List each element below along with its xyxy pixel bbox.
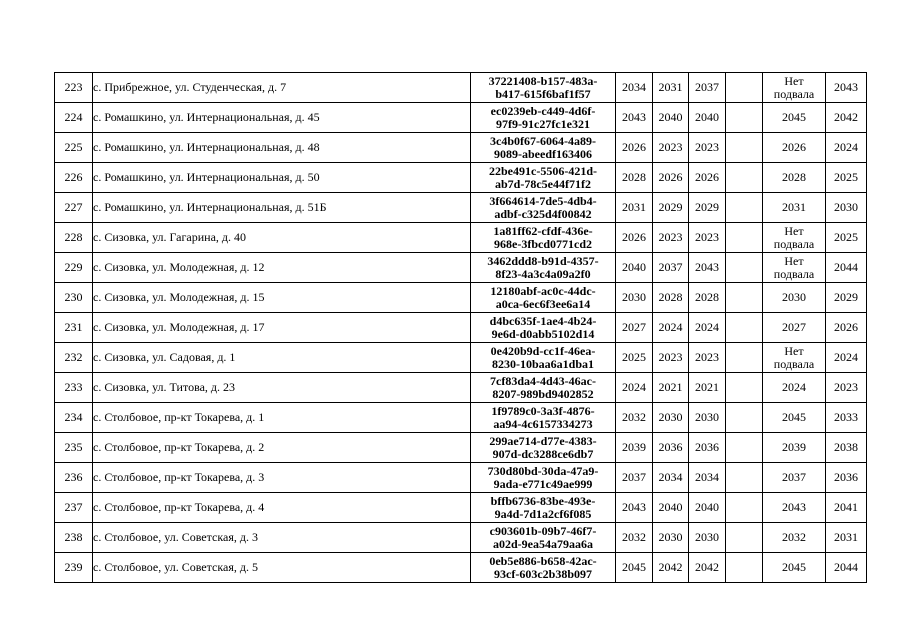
year-cell-4 [726,73,763,103]
year-cell-4 [726,223,763,253]
year-cell-6: 2041 [826,493,867,523]
year-cell-2: 2030 [653,403,689,433]
year-cell-3: 2034 [689,463,726,493]
year-cell-3: 2023 [689,223,726,253]
year-cell-5: 2037 [763,463,826,493]
year-cell-3: 2030 [689,403,726,433]
identifier-cell [471,373,616,403]
identifier-cell [471,463,616,493]
identifier-cell [471,343,616,373]
year-cell-1: 2031 [616,193,653,223]
year-cell-1: 2027 [616,313,653,343]
year-cell-5: 2028 [763,163,826,193]
address-cell: с. Сизовка, ул. Титова, д. 23 [93,373,471,403]
table-row [55,73,867,103]
year-cell-2: 2040 [653,103,689,133]
year-cell-6: 2036 [826,463,867,493]
year-cell-1: 2034 [616,73,653,103]
identifier-line-1: 1f9789c0-3a3f-4876- [491,403,595,418]
year-cell-6: 2033 [826,403,867,433]
table-row [55,193,867,223]
address-cell: с. Столбовое, ул. Советская, д. 3 [93,523,471,553]
row-number-cell: 228 [55,223,93,253]
year-cell-6: 2038 [826,433,867,463]
year-cell-2: 2021 [653,373,689,403]
year-cell-3: 2037 [689,73,726,103]
year-cell-6: 2029 [826,283,867,313]
year-cell-5: 2045 [763,403,826,433]
identifier-cell [471,193,616,223]
row-number-cell: 236 [55,463,93,493]
row-number-cell: 229 [55,253,93,283]
identifier-line-2: a0ca-6ec6f3ee6a14 [495,296,591,311]
year-cell-3: 2026 [689,163,726,193]
identifier-line-1: 0e420b9d-cc1f-46ea- [490,343,596,358]
identifier-line-1: 3f664614-7de5-4db4- [489,193,597,208]
identifier-line-2: adbf-c325d4f00842 [494,206,592,221]
table-body [55,73,867,583]
table-row [55,223,867,253]
year-cell-1: 2026 [616,223,653,253]
identifier-line-1: 1a81ff62-cfdf-436e- [493,223,593,238]
table-row [55,493,867,523]
year-cell-6: 2044 [826,253,867,283]
identifier-line-1: 0eb5e886-b658-42ac- [489,553,597,568]
year-cell-6: 2044 [826,553,867,583]
year-cell-5: 2043 [763,493,826,523]
identifier-cell [471,553,616,583]
year-cell-4 [726,253,763,283]
year-cell-2: 2030 [653,523,689,553]
table-row [55,313,867,343]
year-cell-1: 2037 [616,463,653,493]
year-cell-1: 2045 [616,553,653,583]
year-cell-4 [726,193,763,223]
address-cell: с. Сизовка, ул. Гагарина, д. 40 [93,223,471,253]
year-cell-3: 2028 [689,283,726,313]
year-cell-5: Нет подвала [763,343,826,373]
year-cell-5: 2030 [763,283,826,313]
table-row [55,253,867,283]
identifier-cell [471,73,616,103]
year-cell-4 [726,313,763,343]
row-number-cell: 237 [55,493,93,523]
year-cell-6: 2031 [826,523,867,553]
identifier-line-1: 730d80bd-30da-47a9- [487,463,599,478]
table-row [55,103,867,133]
year-cell-1: 2025 [616,343,653,373]
address-cell: с. Прибрежное, ул. Студенческая, д. 7 [93,73,471,103]
year-cell-3: 2043 [689,253,726,283]
year-cell-5: 2027 [763,313,826,343]
year-cell-4 [726,133,763,163]
row-number-cell: 239 [55,553,93,583]
identifier-line-2: a02d-9ea54a79aa6a [493,536,593,551]
row-number-cell: 231 [55,313,93,343]
table-row [55,433,867,463]
identifier-line-2: 9e6d-d0abb5102d14 [491,326,595,341]
year-cell-6: 2024 [826,343,867,373]
identifier-line-1: 3462ddd8-b91d-4357- [487,253,599,268]
identifier-line-2: 93cf-603c2b38b097 [494,566,592,581]
identifier-cell [471,163,616,193]
address-cell: с. Ромашкино, ул. Интернациональная, д. 48 [93,133,471,163]
address-cell: с. Столбовое, ул. Советская, д. 5 [93,553,471,583]
year-cell-6: 2024 [826,133,867,163]
identifier-line-2: aa94-4c6157334273 [493,416,593,431]
year-cell-5: 2039 [763,433,826,463]
year-cell-4 [726,283,763,313]
year-cell-1: 2026 [616,133,653,163]
table-row [55,343,867,373]
year-cell-5: Нет подвала [763,223,826,253]
year-cell-3: 2040 [689,493,726,523]
year-cell-4 [726,433,763,463]
identifier-line-1: 3c4b0f67-6064-4a89- [490,133,596,148]
year-cell-5: 2045 [763,553,826,583]
year-cell-3: 2036 [689,433,726,463]
identifier-line-2: 8207-989bd9402852 [492,386,594,401]
year-cell-2: 2031 [653,73,689,103]
year-cell-5: 2024 [763,373,826,403]
identifier-line-1: 37221408-b157-483a- [488,73,598,88]
year-cell-4 [726,523,763,553]
row-number-cell: 223 [55,73,93,103]
year-cell-5: 2032 [763,523,826,553]
identifier-line-2: 9ada-e771c49ae999 [493,476,593,491]
year-cell-5: 2026 [763,133,826,163]
identifier-cell [471,493,616,523]
year-cell-2: 2042 [653,553,689,583]
year-cell-6: 2030 [826,193,867,223]
year-cell-2: 2037 [653,253,689,283]
row-number-cell: 233 [55,373,93,403]
address-cell: с. Ромашкино, ул. Интернациональная, д. 45 [93,103,471,133]
address-cell: с. Столбовое, пр-кт Токарева, д. 1 [93,403,471,433]
row-number-cell: 224 [55,103,93,133]
table-row [55,133,867,163]
table-row [55,463,867,493]
year-cell-4 [726,403,763,433]
identifier-line-2: ab7d-78c5e44f71f2 [495,176,591,191]
address-cell: с. Сизовка, ул. Молодежная, д. 17 [93,313,471,343]
table-row [55,163,867,193]
row-number-cell: 227 [55,193,93,223]
address-cell: с. Столбовое, пр-кт Токарева, д. 2 [93,433,471,463]
year-cell-5: 2045 [763,103,826,133]
identifier-line-2: 8f23-4a3c4a09a2f0 [495,266,591,281]
year-cell-3: 2030 [689,523,726,553]
address-cell: с. Сизовка, ул. Молодежная, д. 12 [93,253,471,283]
identifier-line-2: 9a4d-7d1a2cf6f085 [494,506,592,521]
year-cell-1: 2043 [616,493,653,523]
year-cell-5: Нет подвала [763,253,826,283]
year-cell-6: 2026 [826,313,867,343]
address-cell: с. Сизовка, ул. Садовая, д. 1 [93,343,471,373]
identifier-cell [471,403,616,433]
year-cell-1: 2028 [616,163,653,193]
table-row [55,403,867,433]
identifier-line-2: 97f9-91c27fc1e321 [496,116,590,131]
year-cell-3: 2029 [689,193,726,223]
row-number-cell: 235 [55,433,93,463]
year-cell-2: 2023 [653,223,689,253]
identifier-line-1: 7cf83da4-4d43-46ac- [490,373,596,388]
table-row [55,373,867,403]
year-cell-4 [726,373,763,403]
year-cell-2: 2024 [653,313,689,343]
identifier-cell [471,523,616,553]
year-cell-2: 2040 [653,493,689,523]
year-cell-2: 2028 [653,283,689,313]
year-cell-3: 2042 [689,553,726,583]
year-cell-4 [726,103,763,133]
year-cell-1: 2040 [616,253,653,283]
identifier-line-1: 22be491c-5506-421d- [489,163,597,178]
identifier-cell [471,433,616,463]
row-number-cell: 232 [55,343,93,373]
identifier-line-1: ec0239eb-c449-4d6f- [490,103,596,118]
identifier-line-1: d4bc635f-1ae4-4b24- [489,313,597,328]
year-cell-6: 2023 [826,373,867,403]
year-cell-6: 2025 [826,223,867,253]
year-cell-2: 2026 [653,163,689,193]
row-number-cell: 230 [55,283,93,313]
address-cell: с. Ромашкино, ул. Интернациональная, д. 51Б [93,193,471,223]
identifier-cell [471,223,616,253]
year-cell-1: 2030 [616,283,653,313]
address-cell: с. Столбовое, пр-кт Токарева, д. 3 [93,463,471,493]
identifier-line-2: 968e-3fbcd0771cd2 [494,236,592,251]
identifier-cell [471,103,616,133]
row-number-cell: 225 [55,133,93,163]
year-cell-3: 2023 [689,133,726,163]
year-cell-2: 2029 [653,193,689,223]
year-cell-6: 2042 [826,103,867,133]
year-cell-1: 2032 [616,403,653,433]
identifier-cell [471,313,616,343]
year-cell-4 [726,493,763,523]
year-cell-2: 2036 [653,433,689,463]
year-cell-2: 2023 [653,133,689,163]
year-cell-1: 2043 [616,103,653,133]
row-number-cell: 238 [55,523,93,553]
year-cell-3: 2023 [689,343,726,373]
year-cell-2: 2034 [653,463,689,493]
year-cell-3: 2021 [689,373,726,403]
table-row [55,283,867,313]
identifier-cell [471,283,616,313]
year-cell-3: 2040 [689,103,726,133]
year-cell-1: 2039 [616,433,653,463]
identifier-cell [471,133,616,163]
year-cell-6: 2043 [826,73,867,103]
year-cell-4 [726,343,763,373]
identifier-line-2: 9089-abeedf163406 [494,146,592,161]
identifier-cell [471,253,616,283]
year-cell-1: 2024 [616,373,653,403]
year-cell-4 [726,463,763,493]
identifier-line-1: 299ae714-d77e-4383- [489,433,597,448]
identifier-line-2: 8230-10baa6a1dba1 [491,356,595,371]
year-cell-5: 2031 [763,193,826,223]
identifier-line-2: b417-615f6baf1f57 [495,86,591,101]
register-table [54,72,867,583]
year-cell-4 [726,163,763,193]
identifier-line-1: 12180abf-ac0c-44dc- [490,283,596,298]
address-cell: с. Ромашкино, ул. Интернациональная, д. 50 [93,163,471,193]
identifier-line-1: c903601b-09b7-46f7- [489,523,597,538]
address-cell: с. Сизовка, ул. Молодежная, д. 15 [93,283,471,313]
identifier-line-1: bffb6736-83be-493e- [490,493,596,508]
year-cell-5: Нет подвала [763,73,826,103]
address-cell: с. Столбовое, пр-кт Токарева, д. 4 [93,493,471,523]
year-cell-1: 2032 [616,523,653,553]
year-cell-2: 2023 [653,343,689,373]
year-cell-4 [726,553,763,583]
table-row [55,523,867,553]
row-number-cell: 226 [55,163,93,193]
row-number-cell: 234 [55,403,93,433]
year-cell-3: 2024 [689,313,726,343]
identifier-line-2: 907d-dc3288ce6db7 [492,446,594,461]
year-cell-6: 2025 [826,163,867,193]
table-row [55,553,867,583]
